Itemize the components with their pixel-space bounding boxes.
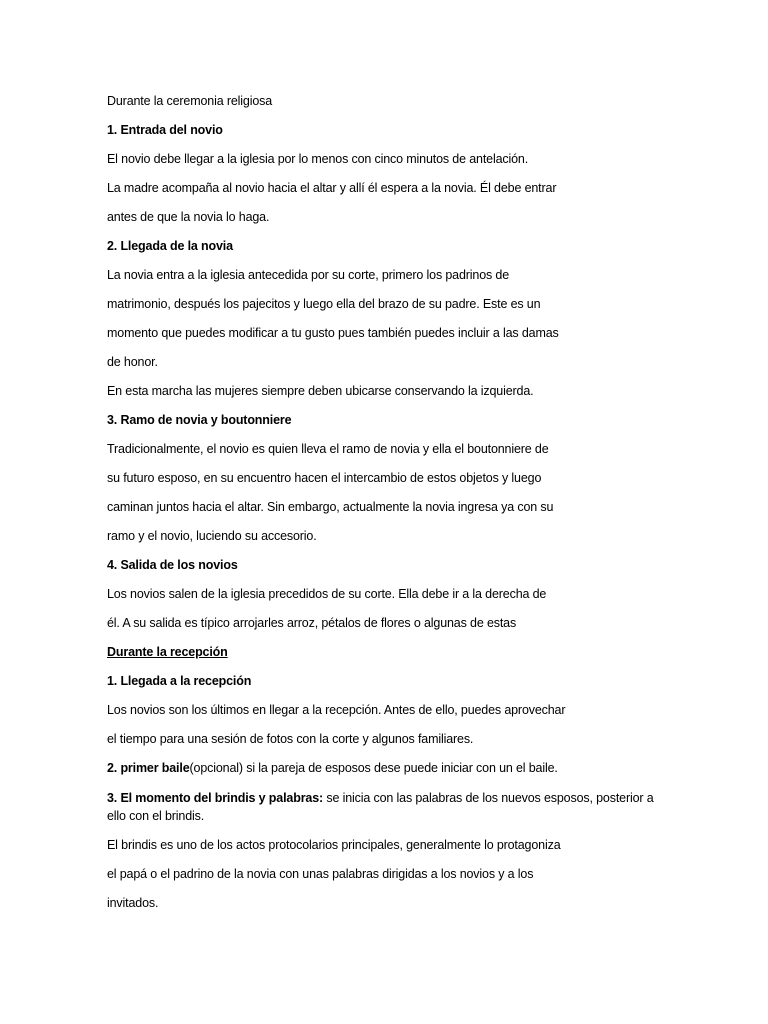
section-title-llegada-novia: 2. Llegada de la novia [107,239,233,253]
inline-text: (opcional) si la pareja de esposos dese puede iniciar con un el baile. [189,761,558,775]
paragraph-line: él. A su salida es típico arrojarles arroz, pétalos de flores o algunas de estas [107,616,517,630]
paragraph-line-primer-baile [107,760,558,776]
paragraph-line: caminan juntos hacia el altar. Sin embargo, actualmente la novia ingresa ya con su [107,500,554,514]
paragraph-line: Tradicionalmente, el novio es quien lleva el ramo de novia y ella el boutonniere de [107,442,549,456]
paragraph-line: El novio debe llegar a la iglesia por lo menos con cinco minutos de antelación. [107,152,529,166]
section-title-llegada-recepcion: 1. Llegada a la recepción [107,674,252,688]
section-title-entrada-novio: 1. Entrada del novio [107,123,223,137]
paragraph-line: matrimonio, después los pajecitos y luego ella del brazo de su padre. Este es un [107,297,541,311]
paragraph-line: su futuro esposo, en su encuentro hacen el intercambio de estos objetos y luego [107,471,542,485]
paragraph-line: el tiempo para una sesión de fotos con la corte y algunos familiares. [107,732,474,746]
paragraph-line: El brindis es uno de los actos protocolarios principales, generalmente lo protagoniza [107,838,561,852]
paragraph-line: Los novios salen de la iglesia precedidos de su corte. Ella debe ir a la derecha de [107,587,547,601]
paragraph-line-brindis [107,790,654,806]
inline-bold-title: 3. El momento del brindis y palabras: [107,791,324,805]
inline-text: se inicia con las palabras de los nuevos esposos, posterior a [323,791,654,805]
paragraph-line: ramo y el novio, luciendo su accesorio. [107,529,317,543]
paragraph-line: La novia entra a la iglesia antecedida por su corte, primero los padrinos de [107,268,510,282]
paragraph-line: ello con el brindis. [107,809,205,823]
paragraph-line: En esta marcha las mujeres siempre deben ubicarse conservando la izquierda. [107,384,534,398]
paragraph-line: La madre acompaña al novio hacia el altar y allí él espera a la novia. Él debe entrar [107,181,557,195]
paragraph-line: antes de que la novia lo haga. [107,210,270,224]
paragraph-line: de honor. [107,355,158,369]
paragraph-line: Los novios son los últimos en llegar a la recepción. Antes de ello, puedes aprovechar [107,703,566,717]
inline-bold-title: 2. primer baile [107,761,190,775]
section-title-salida-novios: 4. Salida de los novios [107,558,238,572]
paragraph-line: momento que puedes modificar a tu gusto pues también puedes incluir a las damas [107,326,559,340]
paragraph-line: invitados. [107,896,159,910]
reception-heading: Durante la recepción [107,645,228,659]
section-title-ramo-boutonniere: 3. Ramo de novia y boutonniere [107,413,292,427]
ceremony-heading: Durante la ceremonia religiosa [107,94,273,108]
paragraph-line: el papá o el padrino de la novia con unas palabras dirigidas a los novios y a los [107,867,534,881]
